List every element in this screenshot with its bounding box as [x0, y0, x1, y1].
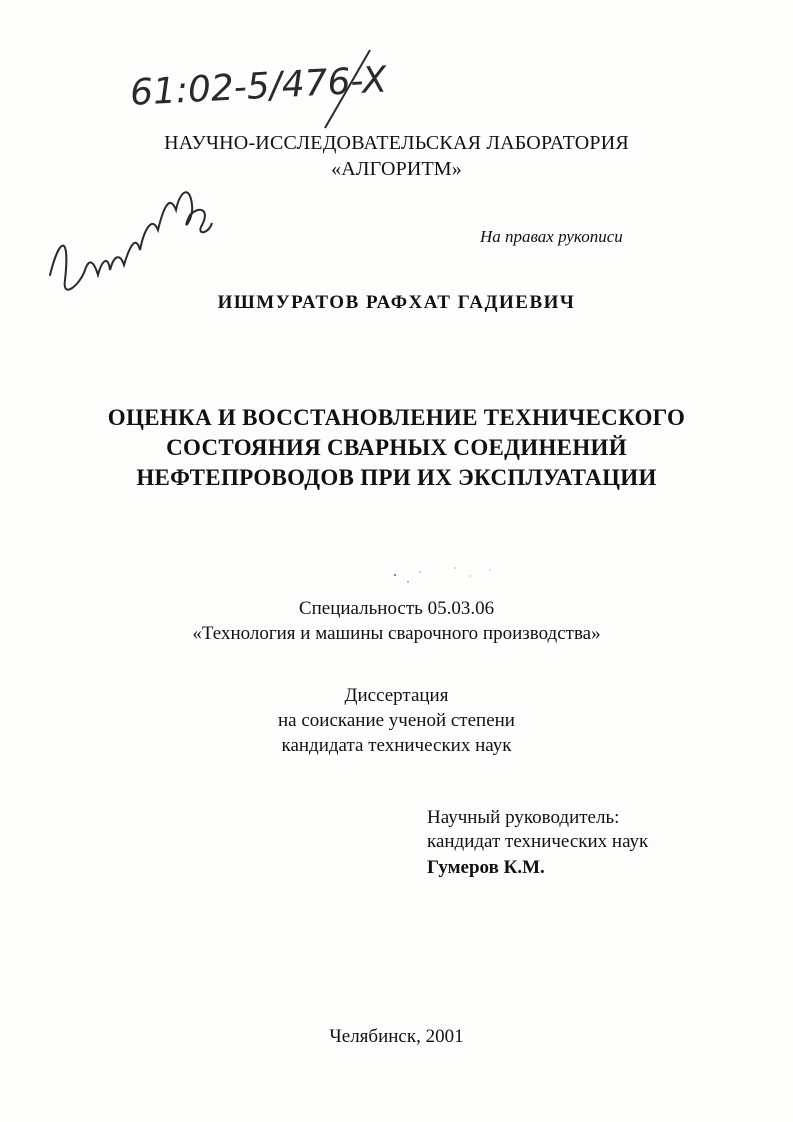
- scan-specks: [360, 560, 520, 600]
- organization-line-1: НАУЧНО-ИССЛЕДОВАТЕЛЬСКАЯ ЛАБОРАТОРИЯ: [164, 132, 629, 154]
- supervisor-name: Гумеров К.М.: [427, 857, 545, 878]
- author-name: ИШМУРАТОВ РАФХАТ ГАДИЕВИЧ: [217, 292, 576, 313]
- organization-line-2: «АЛГОРИТМ»: [331, 158, 462, 180]
- handwritten-note-text: 61:02-5/476-X: [129, 59, 388, 114]
- specialty-code: Специальность 05.03.06: [298, 598, 495, 619]
- title-line-3: НЕФТЕПРОВОДОВ ПРИ ИХ ЭКСПЛУАТАЦИИ: [136, 465, 657, 490]
- dissertation-label: Диссертация: [344, 685, 449, 706]
- specialty-name: «Технология и машины сварочного производства»: [192, 623, 601, 644]
- dissertation-degree-type: кандидата технических наук: [281, 735, 512, 756]
- dissertation-degree-line: на соискание ученой степени: [278, 710, 515, 731]
- handwritten-archive-number: [120, 40, 540, 130]
- title-line-1: ОЦЕНКА И ВОССТАНОВЛЕНИЕ ТЕХНИЧЕСКОГО: [107, 405, 686, 430]
- place-and-year: Челябинск, 2001: [329, 1026, 464, 1047]
- supervisor-degree: кандидат технических наук: [427, 831, 649, 852]
- supervisor-label: Научный руководитель:: [427, 807, 620, 828]
- manuscript-rights-note: На правах рукописи: [480, 227, 623, 246]
- signature-icon: [40, 175, 230, 305]
- title-line-2: СОСТОЯНИЯ СВАРНЫХ СОЕДИНЕНИЙ: [166, 435, 627, 460]
